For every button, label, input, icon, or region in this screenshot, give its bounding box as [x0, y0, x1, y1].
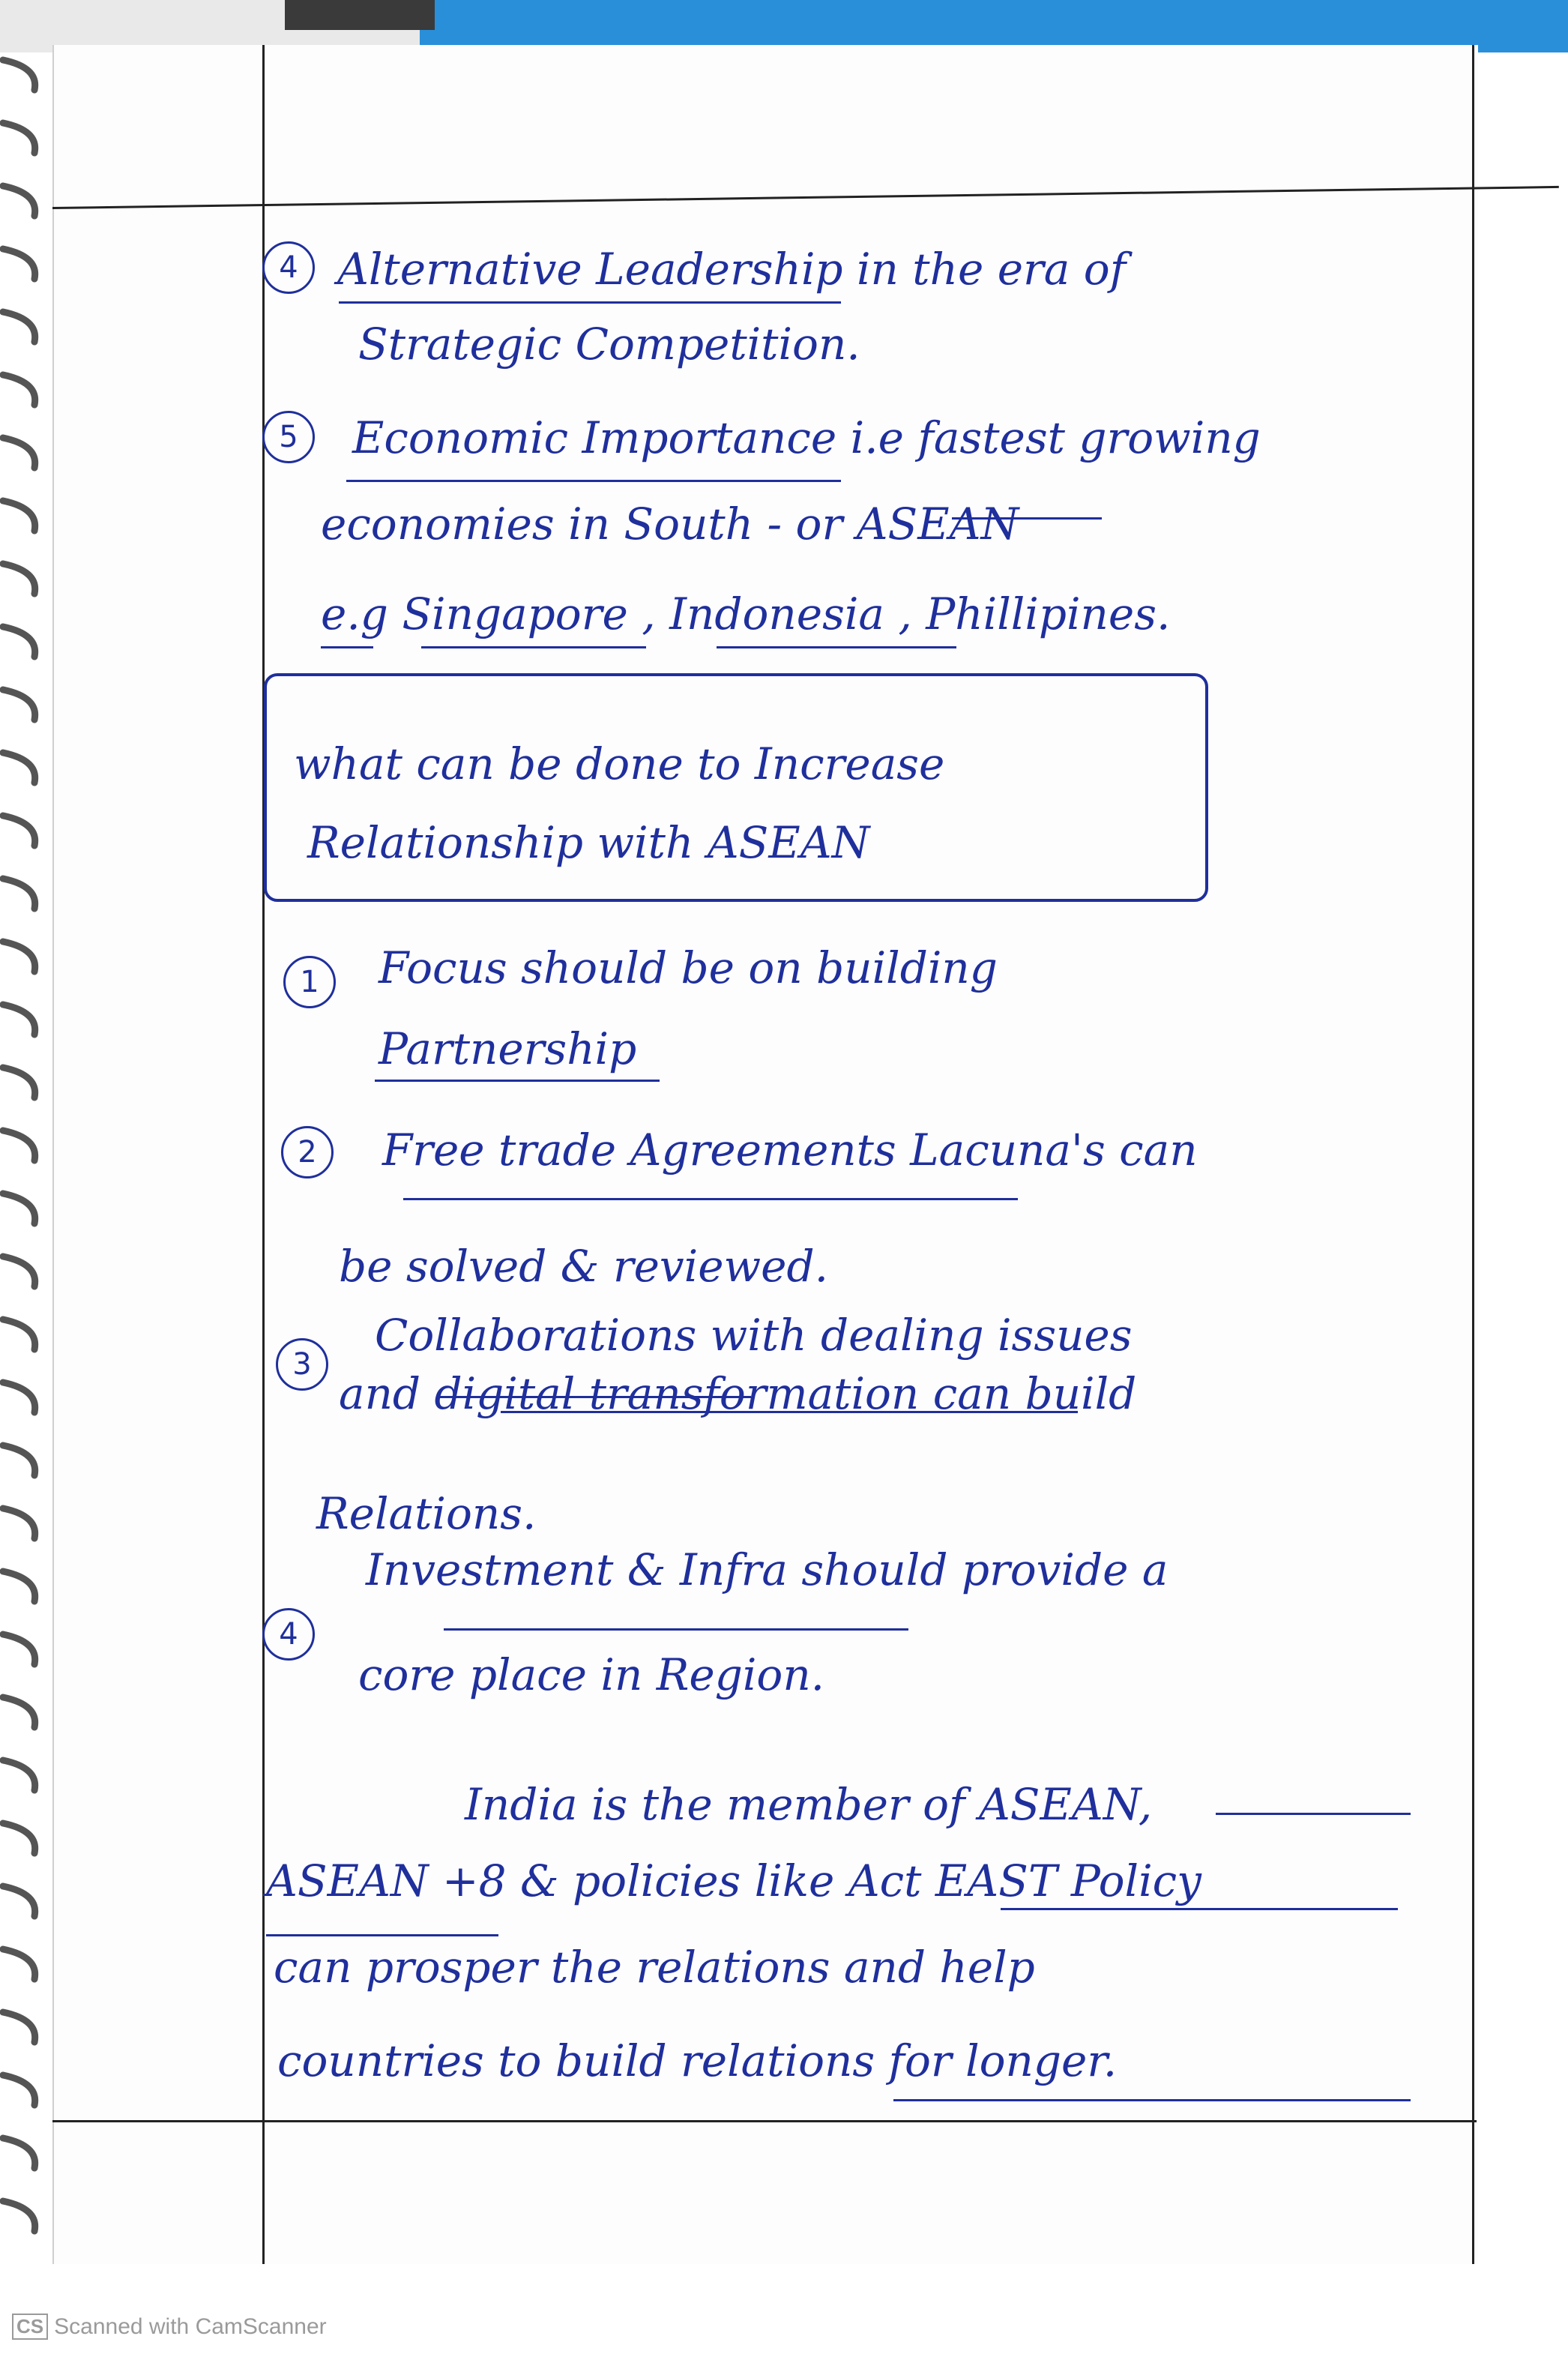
spiral-ring — [3, 1949, 35, 1979]
handwritten-line: Partnership — [379, 1023, 637, 1074]
spiral-ring — [3, 1823, 35, 1853]
spiral-ring — [3, 1760, 35, 1790]
underline — [321, 646, 373, 648]
spiral-ring — [3, 1508, 35, 1538]
spiral-ring — [3, 2201, 35, 2231]
spiral-binding — [0, 45, 45, 2264]
item-number-circle: 2 — [281, 1126, 334, 1179]
spiral-ring — [3, 753, 35, 783]
camscanner-text: Scanned with CamScanner — [54, 2314, 327, 2339]
underline — [375, 1080, 660, 1082]
dark-cover-edge — [285, 0, 435, 30]
spiral-ring — [3, 1131, 35, 1161]
spiral-ring — [3, 1382, 35, 1412]
underline — [266, 1934, 498, 1936]
spiral-ring — [3, 879, 35, 909]
spiral-ring — [3, 816, 35, 846]
conclusion-line: can prosper the relations and help — [274, 1942, 1035, 1993]
spiral-ring — [3, 1571, 35, 1601]
spiral-ring — [3, 186, 35, 216]
spiral-ring — [3, 942, 35, 972]
spiral-ring — [3, 1697, 35, 1727]
handwritten-line: Collaborations with dealing issues — [375, 1310, 1133, 1361]
spiral-ring — [3, 627, 35, 657]
handwritten-line: Strategic Competition. — [358, 319, 860, 370]
spiral-ring — [3, 1445, 35, 1475]
spiral-ring — [3, 1886, 35, 1916]
underline — [501, 1411, 1078, 1413]
spiral-ring — [3, 564, 35, 594]
spiral-ring — [3, 1256, 35, 1286]
spiral-ring — [3, 2075, 35, 2105]
left-margin-line — [262, 45, 265, 2264]
underline — [421, 646, 646, 648]
spiral-ring — [3, 1068, 35, 1098]
handwritten-line: Focus should be on building — [379, 942, 998, 993]
underline — [444, 1628, 908, 1631]
spiral-ring — [3, 690, 35, 720]
handwritten-line: core place in Region. — [358, 1649, 825, 1700]
underline — [952, 517, 1102, 520]
underline — [339, 301, 841, 304]
handwritten-line: Investment & Infra should provide a — [366, 1544, 1169, 1595]
spiral-ring — [3, 1005, 35, 1035]
spiral-ring — [3, 2138, 35, 2168]
item-number-circle: 1 — [283, 956, 336, 1008]
handwritten-line: e.g Singapore , Indonesia , Phillipines. — [321, 589, 1171, 639]
item-number-circle: 3 — [276, 1338, 328, 1391]
bottom-margin-line — [52, 2120, 1477, 2122]
camscanner-logo-icon: CS — [12, 2314, 48, 2340]
handwritten-line: be solved & reviewed. — [339, 1241, 829, 1292]
item-number-circle: 5 — [262, 411, 315, 463]
conclusion-line: ASEAN +8 & policies like Act EAST Policy — [266, 1855, 1201, 1906]
spiral-ring — [3, 375, 35, 405]
underline — [1216, 1813, 1411, 1815]
conclusion-line: countries to build relations for longer. — [277, 2035, 1118, 2086]
underline — [1001, 1908, 1398, 1910]
heading-line: Relationship with ASEAN — [307, 817, 870, 868]
handwritten-line: and digital transformation can build — [339, 1368, 1137, 1419]
handwritten-line: Free trade Agreements Lacuna's can — [382, 1125, 1198, 1176]
camscanner-footer — [12, 2314, 327, 2340]
handwritten-line: economies in South - or ASEAN — [321, 499, 1019, 550]
handwritten-line: Alternative Leadership in the era of — [337, 244, 1127, 295]
spiral-ring — [3, 123, 35, 153]
spiral-ring — [3, 249, 35, 279]
conclusion-line: India is the member of ASEAN, — [465, 1779, 1153, 1830]
spiral-ring — [3, 1319, 35, 1349]
spiral-ring — [3, 1193, 35, 1223]
underline — [346, 480, 841, 482]
underline — [403, 1198, 1018, 1200]
spiral-ring — [3, 2012, 35, 2042]
handwritten-line: Economic Importance i.e fastest growing — [352, 412, 1261, 463]
underline — [717, 646, 956, 648]
item-number-circle: 4 — [262, 241, 315, 294]
spiral-ring — [3, 501, 35, 531]
spiral-ring — [3, 438, 35, 468]
handwritten-line: Relations. — [316, 1488, 537, 1539]
right-margin-line — [1472, 45, 1474, 2264]
underline — [893, 2099, 1411, 2101]
item-number-circle: 4 — [262, 1608, 315, 1661]
spiral-ring — [3, 1634, 35, 1664]
spiral-ring — [3, 60, 35, 90]
heading-line: what can be done to Increase — [294, 738, 945, 789]
spiral-ring — [3, 312, 35, 342]
